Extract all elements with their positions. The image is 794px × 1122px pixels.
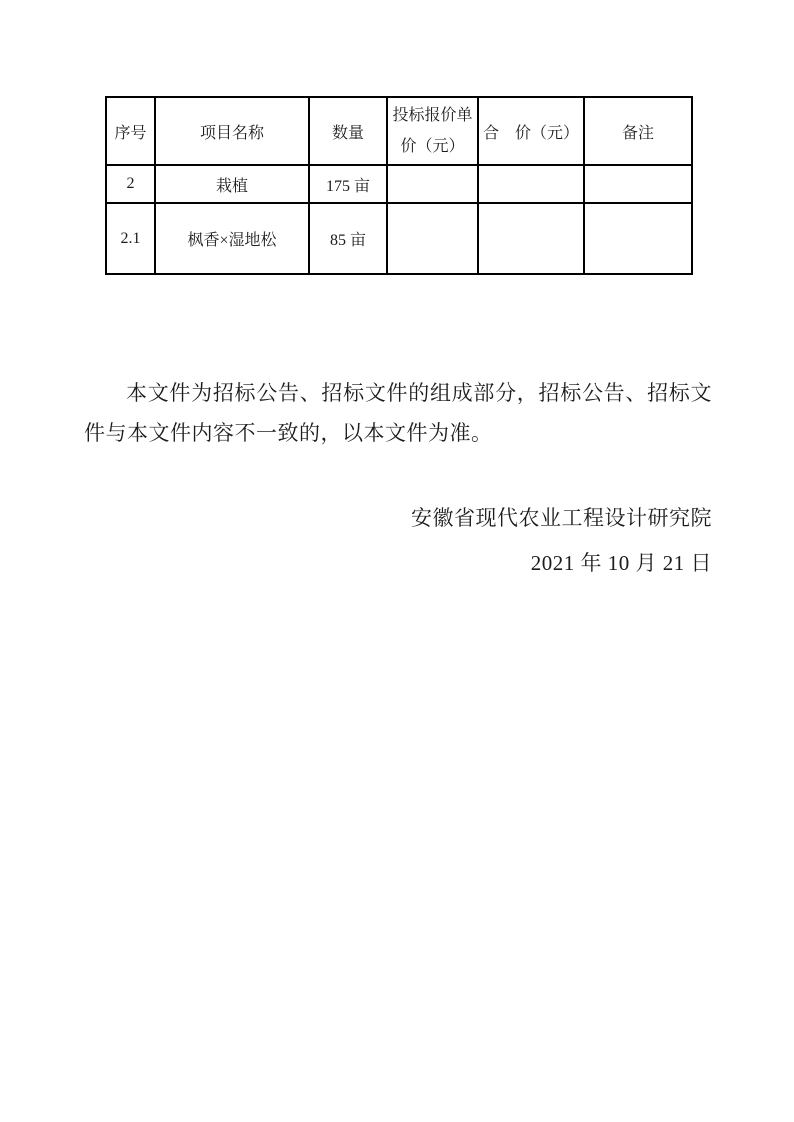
cell-unit-price (387, 165, 478, 203)
header-cell-quantity: 数量 (309, 97, 387, 165)
header-cell-unit-price: 投标报价单价（元） (387, 97, 478, 165)
header-cell-total-price: 合 价（元） (478, 97, 584, 165)
cell-quantity: 175 亩 (309, 165, 387, 203)
cell-unit-price (387, 203, 478, 274)
cell-item-name: 栽植 (155, 165, 309, 203)
table-row-category (106, 165, 692, 203)
cell-item-name: 枫香×湿地松 (155, 203, 309, 274)
cell-remark (584, 165, 692, 203)
signature-org: 安徽省现代农业工程设计研究院 (411, 506, 712, 530)
header-cell-item-name: 项目名称 (155, 97, 309, 165)
cell-seq: 2 (106, 165, 155, 203)
table-header-row (106, 97, 692, 165)
table-row-item (106, 203, 692, 274)
cell-total-price (478, 165, 584, 203)
signature-block (411, 496, 712, 586)
cell-seq: 2.1 (106, 203, 155, 274)
cell-remark (584, 203, 692, 274)
statement-paragraph: 本文件为招标公告、招标文件的组成部分，招标公告、招标文件与本文件内容不一致的，以本文件为准。 (84, 381, 712, 445)
header-cell-seq: 序号 (106, 97, 155, 165)
cell-quantity: 85 亩 (309, 203, 387, 274)
signature-date: 2021 年 10 月 21 日 (530, 551, 712, 575)
header-cell-remark: 备注 (584, 97, 692, 165)
bid-price-table (105, 96, 693, 275)
cell-total-price (478, 203, 584, 274)
